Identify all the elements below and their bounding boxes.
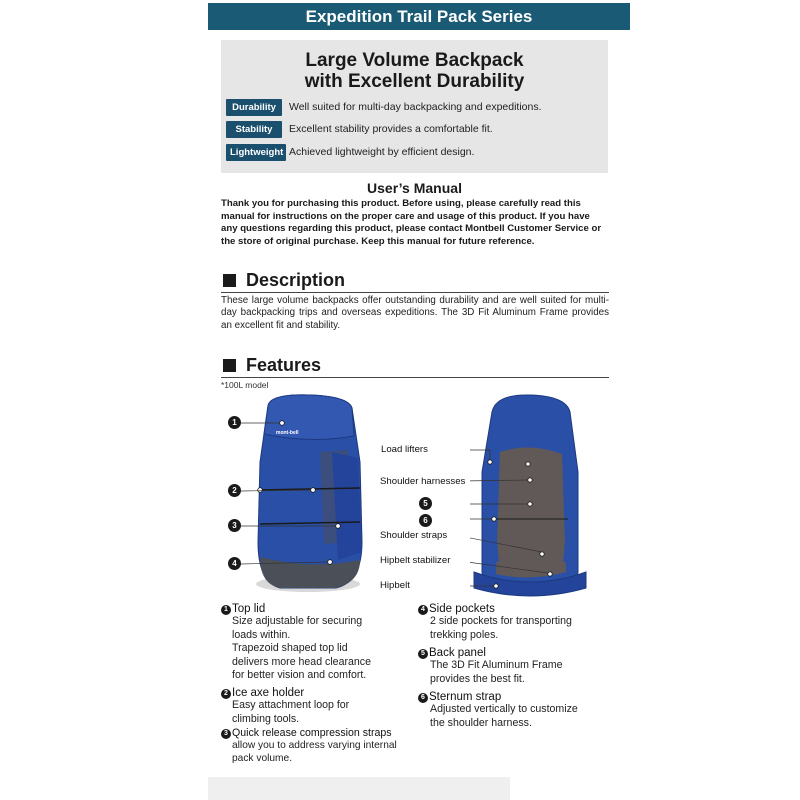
number-2-icon: 2: [221, 689, 231, 699]
stability-badge: Stability: [226, 121, 282, 138]
callout-3-marker: 3: [228, 519, 241, 532]
heading-square-icon: [223, 359, 236, 372]
series-banner: Expedition Trail Pack Series: [208, 3, 630, 30]
feature-title: Back panel: [429, 647, 486, 659]
description-body: These large volume backpacks offer outstanding durability and are well suited for multi-day backpacking trips and overseas expeditions. The 3D Fit Aluminum Frame provides an excellent fit and stability.: [221, 295, 609, 331]
description-heading-text: Description: [246, 270, 346, 290]
bottom-divider: [208, 777, 510, 800]
callout-4-marker: 4: [228, 557, 241, 570]
feature-item-side-pockets: [418, 603, 572, 642]
brand-logo: mont-bell: [276, 430, 299, 436]
feature-row-stability: [226, 120, 493, 138]
feature-desc-line: climbing tools.: [232, 712, 300, 725]
feature-desc-line: the shoulder harness.: [430, 716, 532, 729]
heading-square-icon: [223, 274, 236, 287]
callout-2-marker: 2: [228, 484, 241, 497]
backpack-back-illustration: [470, 392, 590, 602]
load-lifters-label: Load lifters: [381, 444, 428, 455]
feature-desc-line: provides the best fit.: [430, 672, 525, 685]
shoulder-harnesses-label: Shoulder harnesses: [380, 476, 466, 487]
feature-desc-line: trekking poles.: [430, 628, 499, 641]
feature-desc-line: delivers more head clearance: [232, 655, 371, 668]
shoulder-straps-label: Shoulder straps: [380, 530, 448, 541]
stability-text: Excellent stability provides a comfortable fit.: [289, 123, 493, 135]
lightweight-badge: Lightweight: [226, 144, 286, 161]
feature-desc-line: loads within.: [232, 628, 291, 641]
feature-item-top-lid: [221, 603, 371, 683]
feature-title: Side pockets: [429, 603, 495, 615]
number-4-icon: 4: [418, 605, 428, 615]
feature-desc-line: Adjusted vertically to customize: [430, 703, 578, 715]
hero-panel: [221, 40, 608, 173]
feature-desc-line: The 3D Fit Aluminum Frame: [430, 659, 563, 671]
model-note: *100L model: [221, 380, 269, 390]
feature-row-durability: [226, 98, 542, 116]
number-6-icon: 6: [418, 693, 428, 703]
feature-desc-line: for better vision and comfort.: [232, 669, 367, 681]
durability-badge: Durability: [226, 99, 282, 116]
durability-text: Well suited for multi-day backpacking and expeditions.: [289, 101, 542, 113]
feature-item-ice-axe-holder: [221, 687, 349, 726]
hero-title-line2: with Excellent Durability: [304, 71, 525, 92]
backpack-front-illustration: [220, 392, 380, 597]
feature-item-sternum-strap: [418, 691, 578, 730]
number-1-icon: 1: [221, 605, 231, 615]
number-5-icon: 5: [418, 649, 428, 659]
feature-desc-line: allow you to address varying internal: [232, 740, 397, 751]
number-3-icon: 3: [221, 729, 231, 739]
manual-title: User’s Manual: [367, 180, 462, 196]
feature-desc-line: 2 side pockets for transporting: [430, 615, 572, 627]
features-heading: [221, 355, 609, 378]
lightweight-text: Achieved lightweight by efficient design.: [289, 146, 475, 158]
feature-desc-line: pack volume.: [232, 753, 293, 764]
feature-item-back-panel: [418, 647, 562, 686]
feature-desc-line: Size adjustable for securing: [232, 615, 363, 627]
feature-item-compression-straps: [221, 727, 397, 765]
feature-row-lightweight: [226, 143, 474, 161]
callout-5-marker: 5: [419, 497, 432, 510]
feature-desc-line: Trapezoid shaped top lid: [232, 642, 348, 654]
feature-desc-line: Easy attachment loop for: [232, 699, 350, 711]
hipbelt-label: Hipbelt: [380, 580, 410, 591]
manual-body: Thank you for purchasing this product. Before using, please carefully read this manual for instructions on the proper care and usage of this product. If you have any questions regarding this product, please contact Montbell Customer Service or the store of original purchase. Keep this manual for future reference.: [221, 198, 602, 247]
feature-title: Quick release compression straps: [232, 727, 392, 739]
features-heading-text: Features: [246, 355, 322, 375]
hipbelt-stabilizer-label: Hipbelt stabilizer: [380, 555, 451, 566]
feature-title: Ice axe holder: [232, 687, 305, 699]
feature-title: Top lid: [232, 603, 266, 615]
callout-6-marker: 6: [419, 514, 432, 527]
description-heading: [221, 270, 609, 293]
callout-1-marker: 1: [228, 416, 241, 429]
hero-title-line1: Large Volume Backpack: [305, 50, 524, 71]
feature-title: Sternum strap: [429, 691, 502, 703]
